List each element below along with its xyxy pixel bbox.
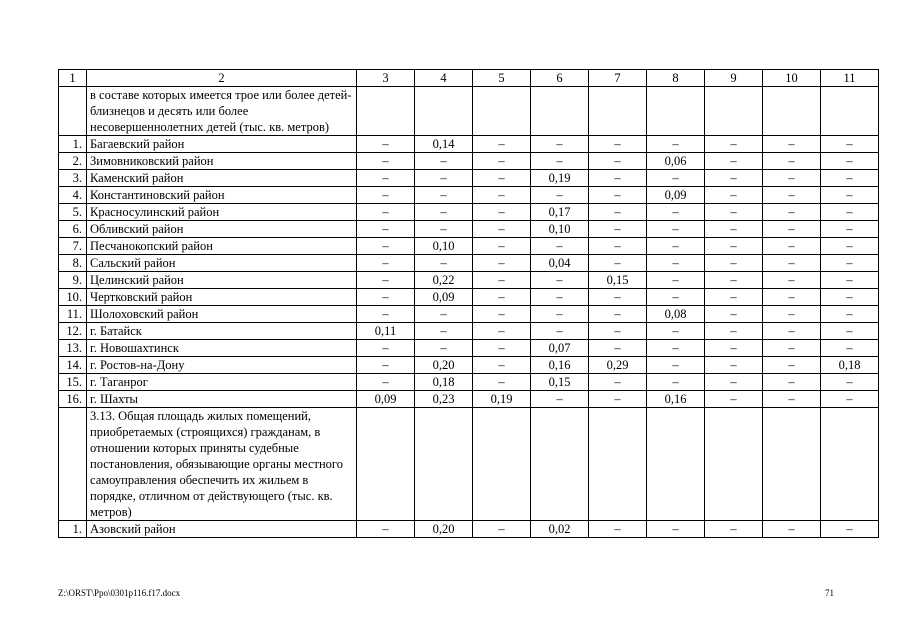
value-cell: – xyxy=(589,323,647,340)
header-cell: 11 xyxy=(821,70,879,87)
value-cell: 0,18 xyxy=(821,357,879,374)
value-cell: – xyxy=(763,357,821,374)
row-number: 14. xyxy=(59,357,87,374)
value-cell: – xyxy=(705,136,763,153)
row-number: 2. xyxy=(59,153,87,170)
value-cell: – xyxy=(531,187,589,204)
value-cell: – xyxy=(473,272,531,289)
value-cell: – xyxy=(705,391,763,408)
value-cell: – xyxy=(415,323,473,340)
value-cell: 0,10 xyxy=(415,238,473,255)
value-cell: 0,15 xyxy=(531,374,589,391)
header-cell: 3 xyxy=(357,70,415,87)
value-cell: – xyxy=(473,187,531,204)
value-cell: – xyxy=(821,374,879,391)
row-number: 13. xyxy=(59,340,87,357)
value-cell: – xyxy=(705,374,763,391)
value-cell: 0,08 xyxy=(647,306,705,323)
section-row xyxy=(59,408,879,521)
value-cell: – xyxy=(589,136,647,153)
value-cell: – xyxy=(589,391,647,408)
value-cell: – xyxy=(647,204,705,221)
value-cell: – xyxy=(647,170,705,187)
value-cell: – xyxy=(589,521,647,538)
value-cell: – xyxy=(763,204,821,221)
value-cell: – xyxy=(531,272,589,289)
value-cell: – xyxy=(705,187,763,204)
value-cell: 0,18 xyxy=(415,374,473,391)
value-cell: – xyxy=(531,306,589,323)
value-cell: – xyxy=(705,221,763,238)
value-cell: – xyxy=(415,153,473,170)
row-name: Багаевский район xyxy=(87,136,357,153)
value-cell: – xyxy=(763,153,821,170)
value-cell: – xyxy=(705,153,763,170)
table-row xyxy=(59,272,879,289)
row-name: Красносулинский район xyxy=(87,204,357,221)
value-cell: – xyxy=(415,204,473,221)
value-cell: – xyxy=(473,340,531,357)
row-name: г. Шахты xyxy=(87,391,357,408)
row-name: Константиновский район xyxy=(87,187,357,204)
value-cell: – xyxy=(763,255,821,272)
value-cell: – xyxy=(763,272,821,289)
value-cell: 0,07 xyxy=(531,340,589,357)
row-number: 9. xyxy=(59,272,87,289)
value-cell: – xyxy=(589,255,647,272)
value-cell: 0,09 xyxy=(647,187,705,204)
value-cell: 0,09 xyxy=(357,391,415,408)
value-cell: – xyxy=(647,238,705,255)
value-cell: – xyxy=(705,238,763,255)
value-cell: – xyxy=(821,170,879,187)
value-cell: 0,06 xyxy=(647,153,705,170)
value-cell: – xyxy=(589,204,647,221)
value-cell: – xyxy=(473,289,531,306)
value-cell: – xyxy=(531,391,589,408)
value-cell: – xyxy=(357,238,415,255)
value-cell: 0,16 xyxy=(647,391,705,408)
value-cell: – xyxy=(357,272,415,289)
value-cell: – xyxy=(357,187,415,204)
intro-text: в составе которых имеется трое или более детей-близнецов и десять или более несовершеннолетних детей (тыс. кв. метров) xyxy=(87,87,357,136)
value-cell: – xyxy=(821,289,879,306)
table-row xyxy=(59,391,879,408)
value-cell: – xyxy=(473,255,531,272)
value-cell: 0,04 xyxy=(531,255,589,272)
value-cell: 0,11 xyxy=(357,323,415,340)
row-name: Целинский район xyxy=(87,272,357,289)
value-cell: – xyxy=(473,238,531,255)
header-cell: 7 xyxy=(589,70,647,87)
value-cell: – xyxy=(589,289,647,306)
value-cell: 0,20 xyxy=(415,357,473,374)
table-row xyxy=(59,374,879,391)
value-cell: 0,23 xyxy=(415,391,473,408)
data-table xyxy=(58,69,879,538)
row-name: г. Новошахтинск xyxy=(87,340,357,357)
value-cell: – xyxy=(357,374,415,391)
value-cell: – xyxy=(821,272,879,289)
row-name: Чертковский район xyxy=(87,289,357,306)
value-cell: – xyxy=(357,289,415,306)
value-cell: – xyxy=(647,521,705,538)
value-cell: 0,14 xyxy=(415,136,473,153)
value-cell: 0,29 xyxy=(589,357,647,374)
value-cell: – xyxy=(415,306,473,323)
value-cell: – xyxy=(647,136,705,153)
value-cell: – xyxy=(763,521,821,538)
value-cell: – xyxy=(705,170,763,187)
table-row xyxy=(59,357,879,374)
value-cell: – xyxy=(705,255,763,272)
row-number: 1. xyxy=(59,136,87,153)
value-cell: – xyxy=(705,272,763,289)
row-number: 1. xyxy=(59,521,87,538)
value-cell: – xyxy=(763,221,821,238)
value-cell: – xyxy=(589,306,647,323)
value-cell: – xyxy=(821,255,879,272)
value-cell: – xyxy=(705,521,763,538)
value-cell: – xyxy=(473,170,531,187)
row-number: 3. xyxy=(59,170,87,187)
value-cell: – xyxy=(647,357,705,374)
value-cell: – xyxy=(647,272,705,289)
value-cell: – xyxy=(473,306,531,323)
value-cell: – xyxy=(821,340,879,357)
header-cell: 2 xyxy=(87,70,357,87)
value-cell: – xyxy=(357,521,415,538)
row-name: г. Ростов-на-Дону xyxy=(87,357,357,374)
value-cell: – xyxy=(763,289,821,306)
value-cell: – xyxy=(589,153,647,170)
table-row xyxy=(59,238,879,255)
value-cell: – xyxy=(357,204,415,221)
value-cell: – xyxy=(473,374,531,391)
value-cell: – xyxy=(473,357,531,374)
value-cell: – xyxy=(647,374,705,391)
value-cell: – xyxy=(821,238,879,255)
value-cell: 0,20 xyxy=(415,521,473,538)
table-row xyxy=(59,306,879,323)
value-cell: – xyxy=(763,136,821,153)
value-cell: – xyxy=(357,255,415,272)
header-cell: 9 xyxy=(705,70,763,87)
value-cell: 0,16 xyxy=(531,357,589,374)
value-cell: – xyxy=(763,238,821,255)
value-cell: – xyxy=(763,187,821,204)
value-cell: – xyxy=(647,323,705,340)
value-cell: – xyxy=(531,238,589,255)
row-number: 10. xyxy=(59,289,87,306)
row-name: Каменский район xyxy=(87,170,357,187)
table-row xyxy=(59,323,879,340)
value-cell: – xyxy=(357,170,415,187)
row-name: г. Таганрог xyxy=(87,374,357,391)
value-cell: – xyxy=(357,221,415,238)
header-cell: 4 xyxy=(415,70,473,87)
value-cell: – xyxy=(473,204,531,221)
value-cell: – xyxy=(821,153,879,170)
value-cell: – xyxy=(415,170,473,187)
value-cell: 0,17 xyxy=(531,204,589,221)
value-cell: – xyxy=(821,204,879,221)
table-row xyxy=(59,204,879,221)
row-number: 4. xyxy=(59,187,87,204)
value-cell: – xyxy=(821,521,879,538)
value-cell: – xyxy=(821,221,879,238)
value-cell: – xyxy=(589,340,647,357)
header-cell: 8 xyxy=(647,70,705,87)
value-cell: – xyxy=(821,306,879,323)
value-cell: – xyxy=(705,357,763,374)
row-name: Обливский район xyxy=(87,221,357,238)
value-cell: – xyxy=(415,187,473,204)
value-cell: – xyxy=(705,204,763,221)
value-cell: – xyxy=(821,136,879,153)
value-cell: – xyxy=(531,323,589,340)
row-number: 8. xyxy=(59,255,87,272)
table-row xyxy=(59,170,879,187)
value-cell: – xyxy=(705,289,763,306)
value-cell: – xyxy=(821,391,879,408)
value-cell: – xyxy=(473,153,531,170)
value-cell: – xyxy=(705,323,763,340)
value-cell: – xyxy=(821,187,879,204)
value-cell: – xyxy=(763,391,821,408)
value-cell: 0,15 xyxy=(589,272,647,289)
header-cell: 5 xyxy=(473,70,531,87)
value-cell: – xyxy=(473,136,531,153)
row-name: Сальский район xyxy=(87,255,357,272)
row-name: Азовский район xyxy=(87,521,357,538)
value-cell: – xyxy=(415,340,473,357)
row-number: 11. xyxy=(59,306,87,323)
value-cell: – xyxy=(647,255,705,272)
value-cell: – xyxy=(589,170,647,187)
table-row xyxy=(59,153,879,170)
table-row xyxy=(59,136,879,153)
value-cell: – xyxy=(589,221,647,238)
value-cell: – xyxy=(531,153,589,170)
value-cell: 0,22 xyxy=(415,272,473,289)
value-cell: 0,02 xyxy=(531,521,589,538)
table-row xyxy=(59,221,879,238)
row-number: 5. xyxy=(59,204,87,221)
value-cell: – xyxy=(357,357,415,374)
file-path: Z:\ORST\Ppo\0301p116.f17.docx xyxy=(58,588,181,598)
header-cell: 10 xyxy=(763,70,821,87)
row-number: 12. xyxy=(59,323,87,340)
row-number: 7. xyxy=(59,238,87,255)
value-cell: – xyxy=(589,187,647,204)
table-row xyxy=(59,340,879,357)
value-cell: 0,19 xyxy=(473,391,531,408)
page-number: 71 xyxy=(825,588,834,598)
value-cell: – xyxy=(705,306,763,323)
value-cell: – xyxy=(763,306,821,323)
value-cell: – xyxy=(647,340,705,357)
table-row xyxy=(59,289,879,306)
table-row xyxy=(59,187,879,204)
value-cell: – xyxy=(357,340,415,357)
value-cell: – xyxy=(531,289,589,306)
value-cell: – xyxy=(705,340,763,357)
row-number: 6. xyxy=(59,221,87,238)
value-cell: 0,10 xyxy=(531,221,589,238)
row-name: г. Батайск xyxy=(87,323,357,340)
value-cell: 0,09 xyxy=(415,289,473,306)
value-cell: – xyxy=(763,323,821,340)
value-cell: – xyxy=(357,136,415,153)
page-footer xyxy=(58,588,834,598)
value-cell: – xyxy=(531,136,589,153)
value-cell: 0,19 xyxy=(531,170,589,187)
row-name: Песчанокопский район xyxy=(87,238,357,255)
value-cell: – xyxy=(821,323,879,340)
value-cell: – xyxy=(415,255,473,272)
header-cell: 1 xyxy=(59,70,87,87)
row-name: Шолоховский район xyxy=(87,306,357,323)
row-number: 16. xyxy=(59,391,87,408)
value-cell: – xyxy=(763,340,821,357)
value-cell: – xyxy=(647,289,705,306)
row-name: Зимовниковский район xyxy=(87,153,357,170)
value-cell: – xyxy=(415,221,473,238)
value-cell: – xyxy=(763,374,821,391)
intro-row xyxy=(59,87,879,136)
value-cell: – xyxy=(473,221,531,238)
value-cell: – xyxy=(763,170,821,187)
row-number: 15. xyxy=(59,374,87,391)
value-cell: – xyxy=(589,238,647,255)
header-cell: 6 xyxy=(531,70,589,87)
value-cell: – xyxy=(473,521,531,538)
header-row xyxy=(59,70,879,87)
value-cell: – xyxy=(473,323,531,340)
section-text: 3.13. Общая площадь жилых помещений, приобретаемых (строящихся) гражданам, в отношении которых приняты судебные постановления, обязывающие органы местного самоуправления обеспечить их жильем в порядке, отличном от действующего (тыс. кв. метров) xyxy=(87,408,357,521)
table-row xyxy=(59,521,879,538)
value-cell: – xyxy=(589,374,647,391)
value-cell: – xyxy=(357,306,415,323)
table-row xyxy=(59,255,879,272)
value-cell: – xyxy=(647,221,705,238)
value-cell: – xyxy=(357,153,415,170)
